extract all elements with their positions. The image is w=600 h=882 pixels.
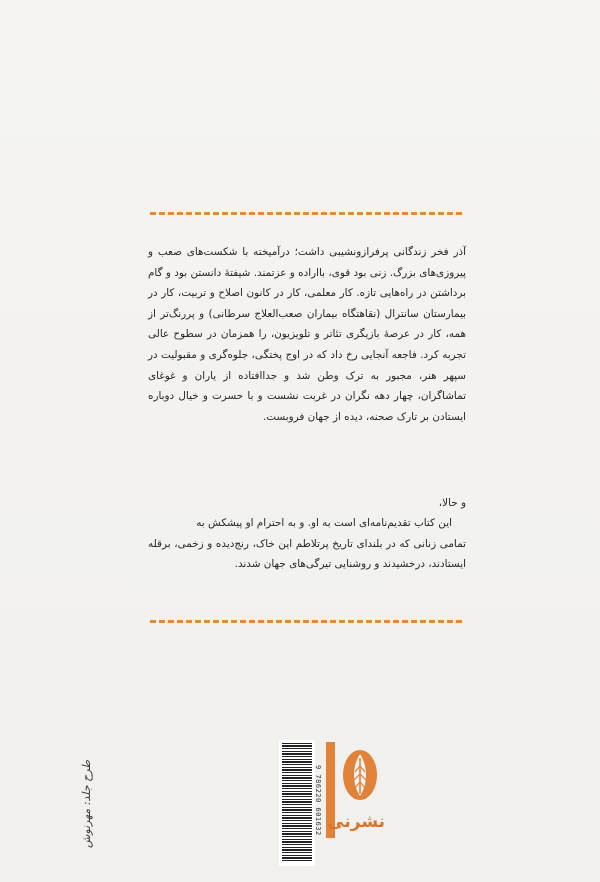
dedication-first-line: این کتاب تقدیم‌نامه‌ای است به او. و به احترام او پیشکش به [196, 517, 452, 529]
publisher-name: نشرنی [327, 812, 385, 832]
isbn-number: 9 786220 601632 [314, 764, 322, 836]
top-dashed-divider [150, 212, 462, 215]
cover-design-credit: طرح جلد: مهرنوش [80, 760, 93, 849]
dedication-paragraph [148, 513, 466, 575]
intro-line: و حالا، [438, 497, 466, 509]
dedication-rest: تمامی زنانی که در بلندای تاریخ پرتلاطم این خاک، رنج‌دیده و زخمی، برقله ایستادند، درخشیدند و روشنایی تیرگی‌های جهان شدند. [148, 537, 466, 571]
bottom-dashed-divider [150, 620, 462, 623]
main-paragraph: آذر فخر زندگانی پرفرازونشیبی داشت؛ درآمیخته با شکست‌های صعب و پیروزی‌های بزرگ. زنی بود قوی، بااراده و عزتمند. شیفتهٔ دانستن بود و گام برداشتن در راه‌هایی تازه. کار معلمی، کار در کانون اصلاح و تربیت، کار در بیمارستان سانترال (نقاهتگاه بیماران صعب‌العلاج سرطانی) و پررنگ‌تر از همه، کار در عرصهٔ بازیگری تئاتر و تلویزیون، را همزمان در سطوح عالی تجربه کرد. فاجعه آنجایی رخ داد که در اوج پختگی، جلوه‌گری و مقبولیت در سپهر هنر، مجبور به ترک وطن شد و جداافتاده از یاران و غوغای تماشاگران، چهار دهه نگران در غربت نشست و با حسرت و خیال دوباره ایستادن بر تارک صحنه، دیده از جهان فروبست. [148, 246, 466, 423]
isbn-barcode [279, 740, 315, 866]
seed-leaf-icon [340, 748, 380, 802]
